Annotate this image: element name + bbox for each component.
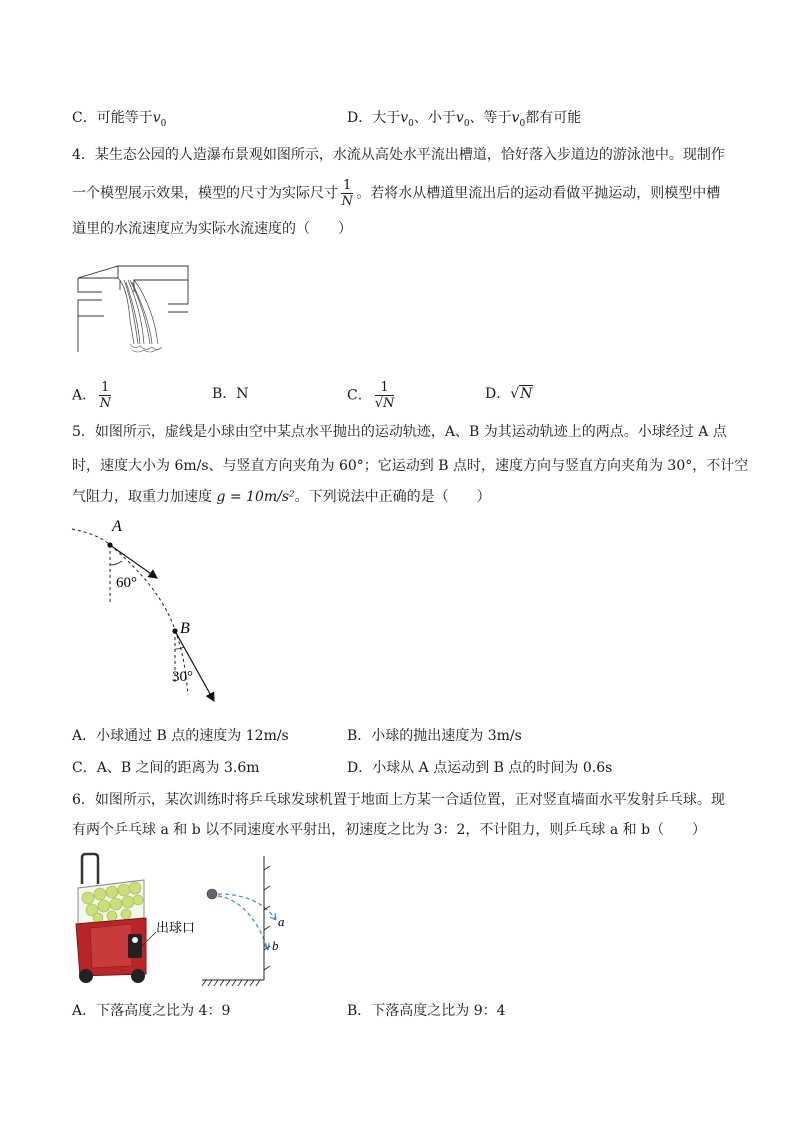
ground-hatching xyxy=(202,980,260,986)
launched-ball xyxy=(207,889,217,899)
q6-option-a: A．下落高度之比为 4：9 xyxy=(72,1003,231,1019)
waterfall-figure xyxy=(72,260,194,360)
angle-label-a: 60° xyxy=(116,575,137,591)
q4-option-a: A． $\frac{1}{N}$ xyxy=(72,380,111,411)
q5-option-a: A．小球通过 B 点的速度为 12m/s xyxy=(72,728,289,744)
q3-option-d: D．大于$v_0$、小于$v_0$、等于$v_0$都有可能 xyxy=(347,110,582,129)
point-b xyxy=(172,628,177,633)
q4-stem-line-2: 一个模型展示效果，模型的尺寸为实际尺寸 $\frac{1}{N}$ 。若将水从槽道里流出后的运动看做平抛运动，则模型中槽 xyxy=(72,178,721,209)
fraction: $\frac{1}{N}$ xyxy=(341,178,353,209)
wheel-right xyxy=(131,969,145,983)
q5-stem-line-1: 5．如图所示，虚线是小球由空中某点水平抛出的运动轨迹，A、B 为其运动轨迹上的两点。小球经过 A 点 xyxy=(72,424,727,440)
wheel-left xyxy=(79,969,93,983)
point-a xyxy=(107,542,112,547)
wall-hatching xyxy=(264,866,270,970)
label-ball-a: a xyxy=(278,914,285,929)
q5-stem-line-2: 时，速度大小为 6m/s、与竖直方向夹角为 60°；它运动到 B 点时，速度方向与竖直方向夹角为 30°，不计空 xyxy=(72,458,749,474)
q6-option-b: B．下落高度之比为 9：4 xyxy=(347,1003,506,1019)
label-a: A xyxy=(112,518,122,535)
outlet-label: 出球口 xyxy=(156,921,196,936)
q4-option-d: D．√N xyxy=(485,386,533,402)
q3-option-c: C．可能等于$v_0$ xyxy=(72,110,167,129)
trajectory-curve xyxy=(72,529,188,695)
label-b: B xyxy=(180,620,190,637)
angle-label-b: 30° xyxy=(172,669,193,685)
q4-stem-line-3: 道里的水流速度应为实际水流速度的（ ） xyxy=(72,221,352,237)
q5-option-b: B．小球的抛出速度为 3m/s xyxy=(347,728,522,744)
q4-stem-line-1: 4．某生态公园的人造瀑布景观如图所示，水流从高处水平流出槽道，恰好落入步道边的游泳池中。现制作 xyxy=(72,147,725,163)
projectile-trajectory-figure xyxy=(64,515,224,710)
velocity-arrow-a xyxy=(110,545,157,578)
q5-option-c: C．A、B 之间的距离为 3.6m xyxy=(72,760,260,776)
q6-stem-line-1: 6．如图所示，某次训练时将乒乓球发球机置于地面上方某一合适位置，正对竖直墙面水平发射乒乓球。现 xyxy=(72,792,725,808)
ping-pong-machine-figure xyxy=(72,850,302,990)
q4-option-c: C． $\frac{1}{√N}$ xyxy=(347,380,395,411)
velocity-arrow-b xyxy=(175,631,214,701)
q5-stem-line-3: 气阻力，取重力加速度 g = 10m/s²。下列说法中正确的是（ ） xyxy=(72,489,491,505)
q5-option-d: D．小球从 A 点运动到 B 点的时间为 0.6s xyxy=(347,760,613,776)
q4-option-b: B．N xyxy=(212,386,249,402)
q6-stem-line-2: 有两个乒乓球 a 和 b 以不同速度水平射出，初速度之比为 3：2，不计阻力，则乒乓球 a 和 b（ ） xyxy=(72,822,707,838)
machine-handle xyxy=(82,854,98,884)
label-ball-b: b xyxy=(272,938,279,953)
